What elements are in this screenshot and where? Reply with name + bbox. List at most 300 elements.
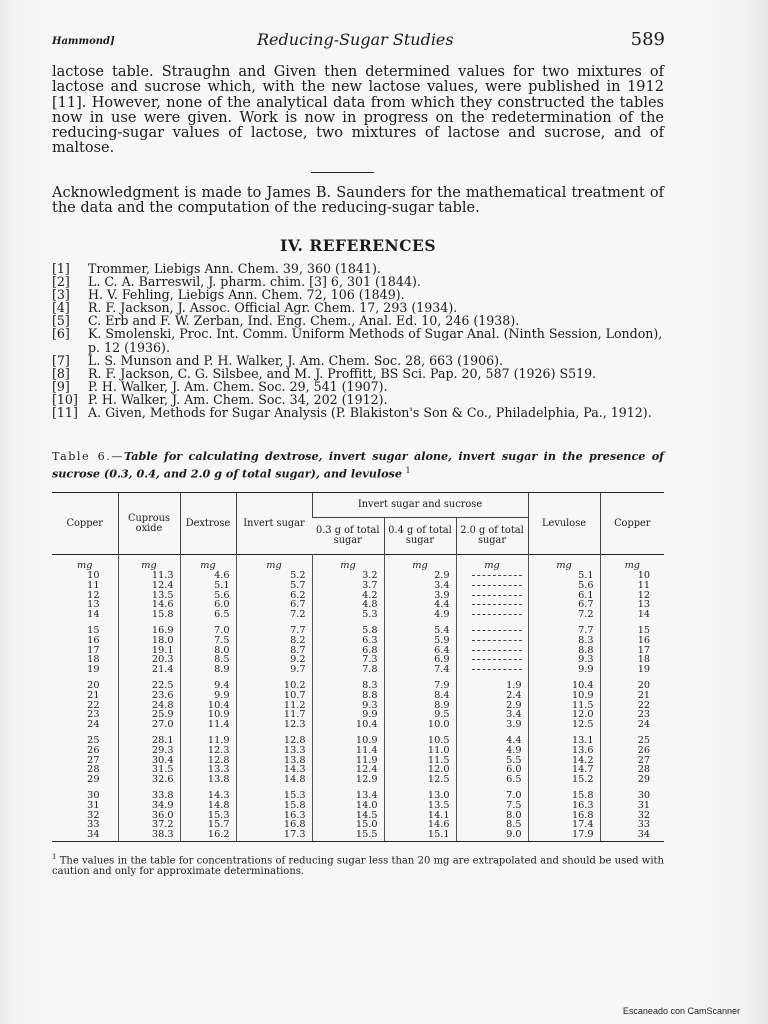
table-cell: 8.3 [312, 681, 384, 691]
table-cell: 17.4 [528, 820, 600, 830]
table-cell: 20 [600, 681, 664, 691]
table-cell: 11.0 [384, 746, 456, 756]
empty-value-leader [472, 668, 522, 670]
table-cell: 14 [600, 610, 664, 620]
table-cell: 12.4 [312, 765, 384, 775]
reference-number: [9] [52, 378, 70, 394]
table-cell [456, 610, 528, 620]
table-row [52, 600, 664, 610]
table-cell: 14.5 [312, 811, 384, 821]
table-cell: 10.4 [312, 720, 384, 730]
table-caption-label: Table 6.— [52, 450, 124, 463]
table-cell: 15.7 [180, 820, 236, 830]
table-cell: 7.9 [384, 681, 456, 691]
table-cell: 33 [600, 820, 664, 830]
table-cell: 20 [87, 680, 100, 691]
empty-value-leader [472, 584, 522, 586]
table-cell: 12.0 [528, 710, 600, 720]
table-cell: 3.9 [456, 720, 528, 730]
reference-text: A. Given, Methods for Sugar Analysis (P. Blakiston's Son & Co., Philadelphia, Pa., 1912). [88, 405, 652, 421]
table-row [52, 701, 664, 711]
table-cell: 15 [600, 626, 664, 636]
table-cell: 13.5 [118, 591, 180, 601]
table-cell: 8.5 [456, 820, 528, 830]
reference-number: [5] [52, 313, 70, 329]
table-cell: 7.2 [236, 610, 312, 620]
table-cell: 34.9 [118, 801, 180, 811]
table-cell: 9.4 [180, 681, 236, 691]
table-caption-footnote-mark: 1 [405, 465, 411, 475]
table-cell: 16.8 [236, 820, 312, 830]
table-cell: 10.0 [384, 720, 456, 730]
table-cell: 22 [600, 701, 664, 711]
table-cell: 23 [600, 710, 664, 720]
table-cell [456, 655, 528, 665]
table-cell: 4.9 [384, 610, 456, 620]
table-cell: 16.2 [180, 830, 236, 841]
table-row [52, 765, 664, 775]
table-cell: 4.8 [312, 600, 384, 610]
col-header-2-0g: 2.0 g of total sugar [456, 518, 528, 555]
table-cell: 9.3 [528, 655, 600, 665]
table-cell: 8.0 [456, 811, 528, 821]
table-cell: 5.4 [384, 626, 456, 636]
table-cell: 16.3 [236, 811, 312, 821]
table-cell: 32.6 [118, 775, 180, 785]
table-cell: 8.7 [236, 646, 312, 656]
table-cell: 34 [600, 830, 664, 841]
reference-number: [10] [52, 391, 78, 407]
table-cell: 7.7 [528, 626, 600, 636]
table-cell: 6.3 [312, 636, 384, 646]
table-row [52, 736, 664, 746]
table-cell: 12.5 [384, 775, 456, 785]
reference-number: [2] [52, 274, 70, 290]
table-cell: 37.2 [118, 820, 180, 830]
table-cell: 12.0 [384, 765, 456, 775]
table-cell: 15.3 [180, 811, 236, 821]
table-cell: 5.6 [528, 581, 600, 591]
table-cell: 6.8 [312, 646, 384, 656]
reference-number: [4] [52, 300, 70, 316]
table-cell: 10.7 [236, 691, 312, 701]
table-cell: 9.3 [312, 701, 384, 711]
table-cell: 12.3 [180, 746, 236, 756]
table-row [52, 720, 664, 730]
table-cell: 12 [87, 590, 100, 601]
table-row [52, 791, 664, 801]
table-cell: 5.2 [236, 571, 312, 581]
reference-text: P. H. Walker, J. Am. Chem. Soc. 29, 541 (1907). [88, 378, 388, 394]
table-cell: 5.1 [180, 581, 236, 591]
table-cell: 11.4 [312, 746, 384, 756]
empty-value-leader [472, 603, 522, 605]
table-cell: 22 [87, 700, 100, 711]
table-cell: 29 [87, 775, 100, 785]
table-cell: 5.8 [312, 626, 384, 636]
table-cell: 2.9 [456, 701, 528, 711]
table-cell: 6.1 [528, 591, 600, 601]
table-cell: 8.8 [312, 691, 384, 701]
table-cell [456, 626, 528, 636]
table-cell: 15.5 [312, 830, 384, 841]
unit-cell: mg [118, 555, 180, 572]
references-list [52, 262, 664, 419]
table-cell: 29 [600, 775, 664, 785]
table-row [52, 626, 664, 636]
table-cell: 15.8 [118, 610, 180, 620]
table-cell: 6.0 [456, 765, 528, 775]
table-cell: 17 [87, 645, 100, 656]
table-cell: 31.5 [118, 765, 180, 775]
table-cell: 9.9 [528, 665, 600, 675]
table-cell: 12.5 [528, 720, 600, 730]
table-cell: 7.8 [312, 665, 384, 675]
table-cell: 17 [600, 646, 664, 656]
table-cell: 18.0 [118, 636, 180, 646]
table-cell: 5.7 [236, 581, 312, 591]
table-cell: 14.7 [528, 765, 600, 775]
table-cell: 15.8 [236, 801, 312, 811]
table-cell: 11.5 [528, 701, 600, 711]
table-cell: 25.9 [118, 710, 180, 720]
table-row [52, 655, 664, 665]
table-row [52, 710, 664, 720]
table-cell: 9.9 [180, 691, 236, 701]
col-header-dextrose: Dextrose [180, 493, 236, 555]
sugar-table [52, 492, 664, 842]
table-cell: 26 [600, 746, 664, 756]
table-cell: 11.9 [180, 736, 236, 746]
table-cell: 30 [600, 791, 664, 801]
table-cell: 6.4 [384, 646, 456, 656]
table-cell: 19 [87, 665, 100, 675]
table-cell: 8.9 [180, 665, 236, 675]
table-cell: 11.7 [236, 710, 312, 720]
unit-cell: mg [600, 555, 664, 572]
table-row [52, 801, 664, 811]
table-row [52, 775, 664, 785]
table-cell: 19 [600, 665, 664, 675]
table-cell: 18 [600, 655, 664, 665]
table-cell: 13.0 [384, 791, 456, 801]
table-cell: 13.4 [312, 791, 384, 801]
empty-value-leader [472, 629, 522, 631]
table-row [52, 636, 664, 646]
table-cell: 36.0 [118, 811, 180, 821]
table-caption-text: Table for calculating dextrose, invert sugar alone, invert sugar in the presence of sucrose (0.3, 0.4, and 2.0 g of total sugar), and levulose [52, 449, 664, 481]
col-header-invert-sugar: Invert sugar [236, 493, 312, 555]
table-cell: 12.4 [118, 581, 180, 591]
table-row [52, 646, 664, 656]
running-header [52, 30, 665, 54]
table-row [52, 811, 664, 821]
table-cell: 14.6 [118, 600, 180, 610]
table-cell: 11.5 [384, 756, 456, 766]
table-cell [456, 571, 528, 581]
table-cell: 12.8 [236, 736, 312, 746]
units-row [52, 555, 664, 572]
table-cell: 16.9 [118, 626, 180, 636]
table-cell: 14 [87, 610, 100, 620]
table-row [52, 581, 664, 591]
table-cell: 13 [87, 600, 100, 611]
table-cell: 8.9 [384, 701, 456, 711]
table-cell: 4.4 [456, 736, 528, 746]
table-cell: 25 [600, 736, 664, 746]
table-cell: 14.6 [384, 820, 456, 830]
table-footnote [52, 852, 664, 877]
table-cell: 8.0 [180, 646, 236, 656]
table-cell: 8.3 [528, 636, 600, 646]
reference-text: R. F. Jackson, J. Assoc. Official Agr. Chem. 17, 293 (1934). [88, 300, 458, 316]
table-cell: 12.8 [180, 756, 236, 766]
table-cell [456, 591, 528, 601]
header-title: Reducing-Sugar Studies [257, 30, 454, 49]
table-cell: 27.0 [118, 720, 180, 730]
table-cell: 8.4 [384, 691, 456, 701]
table-cell: 7.3 [312, 655, 384, 665]
table-cell: 5.5 [456, 756, 528, 766]
table-cell: 28 [87, 765, 100, 776]
table-cell: 33.8 [118, 791, 180, 801]
empty-value-leader [472, 594, 522, 596]
unit-cell: mg [312, 555, 384, 572]
reference-text: P. H. Walker, J. Am. Chem. Soc. 34, 202 (1912). [88, 391, 388, 407]
table-cell: 9.7 [236, 665, 312, 675]
table-cell: 15.2 [528, 775, 600, 785]
header-author: Hammond] [52, 36, 115, 47]
table-cell: 23 [87, 710, 100, 721]
table-cell [456, 600, 528, 610]
table-cell: 29.3 [118, 746, 180, 756]
table-cell [456, 581, 528, 591]
table-cell: 3.4 [456, 710, 528, 720]
reference-text: Trommer, Liebigs Ann. Chem. 39, 360 (1841). [88, 261, 381, 276]
table-cell: 28 [600, 765, 664, 775]
table-cell: 19.1 [118, 646, 180, 656]
table-cell: 32 [87, 810, 100, 821]
unit-cell: mg [456, 555, 528, 572]
table-cell: 22.5 [118, 681, 180, 691]
table-cell: 12.9 [312, 775, 384, 785]
table-cell: 15.0 [312, 820, 384, 830]
reference-number: [1] [52, 261, 70, 276]
table-caption [52, 450, 664, 481]
col-header-cuprous-oxide: Cuprous oxide [118, 493, 180, 555]
reference-number: [6] [52, 326, 70, 342]
table-row [52, 591, 664, 601]
table-cell: 3.7 [312, 581, 384, 591]
table-cell: 5.1 [528, 571, 600, 581]
table-cell: 3.9 [384, 591, 456, 601]
footnote-mark: 1 [52, 853, 57, 861]
table-cell: 11.2 [236, 701, 312, 711]
scanner-watermark: Escaneado con CamScanner [622, 1006, 740, 1016]
table-cell: 11.4 [180, 720, 236, 730]
reference-number: [7] [52, 352, 70, 368]
table-row [52, 665, 664, 675]
table-cell: 13.1 [528, 736, 600, 746]
table-cell: 6.0 [180, 600, 236, 610]
table-cell: 13.6 [528, 746, 600, 756]
reference-text: L. S. Munson and P. H. Walker, J. Am. Chem. Soc. 28, 663 (1906). [88, 352, 504, 368]
col-header-copper: Copper [66, 517, 103, 529]
table-cell: 14.8 [180, 801, 236, 811]
table-cell: 9.5 [384, 710, 456, 720]
table-cell: 7.0 [180, 626, 236, 636]
table-cell: 21 [87, 690, 100, 701]
table-cell: 12.3 [236, 720, 312, 730]
table-cell: 25 [87, 735, 100, 746]
col-header-0-3g: 0.3 g of total sugar [312, 518, 384, 555]
table-cell: 8.8 [528, 646, 600, 656]
table-cell: 6.9 [384, 655, 456, 665]
table-cell: 6.7 [528, 600, 600, 610]
table-cell: 14.2 [528, 756, 600, 766]
table-cell: 8.2 [236, 636, 312, 646]
table-row [52, 691, 664, 701]
reference-item [52, 406, 664, 419]
table-cell: 18 [87, 655, 100, 666]
table-cell: 21.4 [118, 665, 180, 675]
empty-value-leader [472, 639, 522, 641]
table-cell: 15.3 [236, 791, 312, 801]
table-cell: 11 [87, 580, 100, 591]
empty-value-leader [472, 649, 522, 651]
reference-number: [8] [52, 365, 70, 381]
table-row [52, 756, 664, 766]
paragraph-lactose: lactose table. Straughn and Given then determined values for two mixtures of lactose and sucrose which, with the new lactose values, were published in 1912 [11]. However, none of the analytical data from which they constructed the tables now in use were given. Work is now in progress on the redetermination of the reducing-sugar values of lactose, two mixtures of lactose and sucrose, and of maltose. [52, 64, 664, 157]
table-cell: 32 [600, 811, 664, 821]
paragraph-acknowledgment: Acknowledgment is made to James B. Saunders for the mathematical treatment of the data and the computation of the reducing-sugar table. [52, 185, 664, 217]
table-cell: 4.2 [312, 591, 384, 601]
col-header-0-4g: 0.4 g of total sugar [384, 518, 456, 555]
table-cell: 11.9 [312, 756, 384, 766]
table-cell: 11 [600, 581, 664, 591]
table-cell: 11.3 [118, 571, 180, 581]
table-cell: 9.2 [236, 655, 312, 665]
table-cell: 27 [600, 756, 664, 766]
empty-value-leader [472, 574, 522, 576]
reference-item [52, 380, 664, 393]
table-cell: 2.4 [456, 691, 528, 701]
table-cell: 1.9 [456, 681, 528, 691]
table-cell: 16 [87, 635, 100, 646]
reference-number: [11] [52, 405, 78, 421]
table-cell: 7.7 [236, 626, 312, 636]
table-cell: 24 [87, 720, 100, 730]
reference-text: H. V. Fehling, Liebigs Ann. Chem. 72, 106 (1849). [88, 287, 405, 303]
table-cell: 3.4 [384, 581, 456, 591]
reference-item [52, 354, 664, 367]
table-cell: 15 [87, 625, 100, 636]
table-cell: 10.9 [180, 710, 236, 720]
table-cell: 27 [87, 755, 100, 766]
table-cell: 16 [600, 636, 664, 646]
table-cell: 7.0 [456, 791, 528, 801]
table-cell: 10.4 [180, 701, 236, 711]
table-cell: 4.6 [180, 571, 236, 581]
table-cell: 20.3 [118, 655, 180, 665]
unit-cell: mg [528, 555, 600, 572]
reference-item [52, 327, 664, 353]
table-cell: 10.5 [384, 736, 456, 746]
unit-cell: mg [384, 555, 456, 572]
table-cell: 15.1 [384, 830, 456, 841]
reference-number: [3] [52, 287, 70, 303]
reference-text: C. Erb and F. W. Zerban, Ind. Eng. Chem., Anal. Ed. 10, 246 (1938). [88, 313, 520, 329]
table-cell: 6.2 [236, 591, 312, 601]
table-cell: 13 [600, 600, 664, 610]
table-cell: 10.9 [528, 691, 600, 701]
table-cell: 24.8 [118, 701, 180, 711]
table-cell: 38.3 [118, 830, 180, 841]
table-cell: 30.4 [118, 756, 180, 766]
reference-text: R. F. Jackson, C. G. Silsbee, and M. J. Proffitt, BS Sci. Pap. 20, 587 (1926) S519. [88, 365, 597, 381]
table-cell: 34 [52, 830, 118, 841]
footnote-text: The values in the table for concentrations of reducing sugar less than 20 mg are extrapolated and should be used with caution and only for approximate determinations. [52, 855, 664, 878]
table-row [52, 571, 664, 581]
table-cell: 14.0 [312, 801, 384, 811]
table-cell: 13.8 [236, 756, 312, 766]
table-cell [456, 665, 528, 675]
table-cell: 15.8 [528, 791, 600, 801]
table-cell: 2.9 [384, 571, 456, 581]
table-cell: 14.3 [236, 765, 312, 775]
table-cell: 16.3 [528, 801, 600, 811]
table-cell: 13.3 [180, 765, 236, 775]
table-cell: 17.9 [528, 830, 600, 841]
references-heading: IV. REFERENCES [279, 236, 437, 255]
table-cell: 7.5 [456, 801, 528, 811]
reference-text: L. C. A. Barreswil, J. pharm. chim. [3] 6, 301 (1844). [88, 274, 421, 290]
table-cell: 23.6 [118, 691, 180, 701]
table-cell: 24 [600, 720, 664, 730]
table-cell: 4.4 [384, 600, 456, 610]
table-cell: 10.9 [312, 736, 384, 746]
table-row [52, 610, 664, 620]
table-cell: 13.3 [236, 746, 312, 756]
table-row [52, 820, 664, 830]
table-cell: 9.9 [312, 710, 384, 720]
table-cell: 31 [600, 801, 664, 811]
col-header-copper-right: Copper [600, 493, 664, 555]
table-cell: 4.9 [456, 746, 528, 756]
table-cell: 7.5 [180, 636, 236, 646]
table-cell: 10 [600, 571, 664, 581]
table-cell: 31 [87, 800, 100, 811]
table-cell: 3.2 [312, 571, 384, 581]
table-cell: 7.4 [384, 665, 456, 675]
unit-cell: mg [236, 555, 312, 572]
table-cell: 8.5 [180, 655, 236, 665]
table-cell: 12 [600, 591, 664, 601]
empty-value-leader [472, 658, 522, 660]
table-cell: 28.1 [118, 736, 180, 746]
table-cell: 5.6 [180, 591, 236, 601]
table-cell: 6.7 [236, 600, 312, 610]
col-header-levulose: Levulose [528, 493, 600, 555]
table-row [52, 681, 664, 691]
col-group-invert-sucrose: Invert sugar and sucrose [312, 493, 528, 518]
page-number: 589 [630, 29, 665, 50]
table-cell [456, 636, 528, 646]
table-cell: 33 [87, 820, 100, 831]
table-cell: 6.5 [456, 775, 528, 785]
reference-text: K. Smolenski, Proc. Int. Comm. Uniform Methods of Sugar Anal. (Ninth Session, London), p. 12 (1936). [88, 326, 663, 355]
table-cell [456, 646, 528, 656]
